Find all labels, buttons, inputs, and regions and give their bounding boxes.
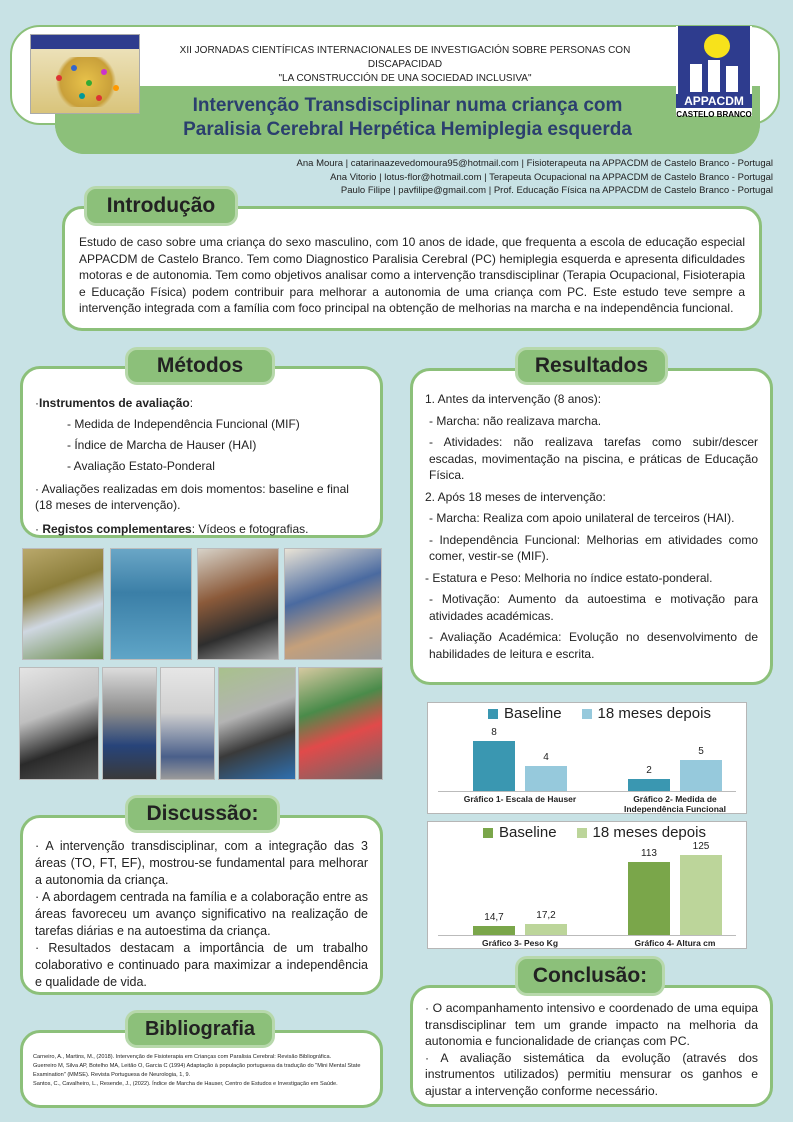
conclusao-heading: Conclusão: (515, 956, 665, 996)
result-line: - Estatura e Peso: Melhoria no índice estato-ponderal. (425, 570, 713, 585)
data-label: 113 (641, 848, 657, 860)
data-label: 125 (692, 840, 710, 852)
chart-bar (473, 741, 515, 791)
photo-stairs-1 (102, 667, 157, 780)
chart-legend (488, 705, 725, 722)
result-line: - Marcha: Realiza com apoio unilateral de terceiros (HAI). (429, 511, 735, 525)
resultados-heading: Resultados (515, 347, 668, 385)
result-line: 2. Após 18 meses de intervenção: (425, 489, 606, 504)
data-label: 8 (491, 727, 497, 739)
instr-item: - Índice de Marcha de Hauser (HAI) (67, 438, 257, 452)
author-line: Paulo Filipe | pavfilipe@gmail.com | Prof. Educação Física na APPACDM de Castelo Branco - Portugal (340, 185, 773, 196)
conference-line-2: "LA CONSTRUCCIÓN DE UNA SOCIEDAD INCLUSIVA" (278, 73, 532, 84)
chart-bar (680, 855, 722, 935)
author-line: Ana Moura | catarinaazevedomoura95@hotmail.com | Fisioterapeuta na APPACDM de Castelo Branco - Portugal (296, 158, 773, 169)
instr-item: - Avaliação Estato-Ponderal (67, 459, 215, 473)
reg-text: : Vídeos e fotografias. (191, 522, 309, 536)
conference-line-1: XII JORNADAS CIENTÍFICAS INTERNACIONALES DE INVESTIGACIÓN SOBRE PERSONAS CON DISCAPACIDAD (179, 45, 631, 70)
chart-legend (483, 824, 720, 841)
author-line: Ana Vitorio | lotus-flor@hotmail.com | Terapeuta Ocupacional na APPACDM de Castelo Branco - Portugal (330, 171, 773, 183)
reference: Guerreiro M, Silva AP, Botelho MA, Leitão O, Garcia C (1994) Adaptação à população portuguesa da tradução do "Mini Mental State Examination" (MMSE). Revista Portuguesa de Neurologia, 1, 9. (33, 1063, 361, 1078)
discussao-para: · A intervenção transdisciplinar, com a integração das 3 áreas (TO, FT, EF), mostrou-se fundamental para melhorar a autonomia da criança. (35, 839, 368, 887)
bibliografia-heading: Bibliografia (125, 1010, 275, 1048)
legend-item (488, 705, 562, 722)
reference: Carneiro, A., Martins, M., (2018). Intervenção de Fisioterapia em Crianças com Paralisia Cerebral: Revisão Bibliográfica. (33, 1054, 332, 1060)
discussao-heading: Discussão: (125, 795, 280, 833)
x-axis (438, 791, 736, 792)
legend-item (483, 824, 557, 841)
photo-pool (110, 548, 192, 660)
conclusao-para: · A avaliação sistemática da evolução (através dos instrumentos utilizados) permitiu mensurar os ganhos e ajustar a intervenção conforme necessário. (425, 1050, 758, 1098)
chart-hauser-mif (427, 702, 747, 814)
metodos-box (20, 366, 383, 538)
logo-name: APPACDM (676, 94, 752, 108)
legend-item (582, 705, 711, 722)
instr-label: Instrumentos de avaliação (39, 396, 190, 410)
legend-swatch (483, 828, 493, 838)
discussao-para: · A abordagem centrada na família e a colaboração entre as áreas favoreceu um avanço significativo na realização de tarefas diárias e na autoestima da criança. (35, 890, 368, 938)
legend-label: 18 meses depois (592, 824, 706, 841)
legend-label: 18 meses depois (597, 705, 711, 722)
instr-item: - Medida de Independência Funcional (MIF) (67, 417, 300, 431)
chart-peso-altura (427, 821, 747, 949)
title-band (55, 86, 760, 154)
data-label: 14,7 (484, 911, 504, 923)
reg-line: · Registos complementares: Vídeos e fotografias. (35, 522, 309, 536)
introducao-text: Estudo de caso sobre uma criança do sexo masculino, com 10 anos de idade, que frequenta a escola de educação especial APPACDM de Castelo Branco. Tem como Diagnostico Paralisia Cerebral (PC) hemiplegia esquerda e apresenta dificuldades motoras e de autonomia. Tem como objetivos analisar como a intervenção transdisciplinar (Terapia Ocupacional, Fisioterapia e Educação Física) podem contribuir para melhorar a autonomia de uma criança com PC. Este estudo teve sempre a intervenção integrada com a família com foco principal na obtenção de melhorias na marcha e na independência funcional. (79, 235, 745, 315)
legend-swatch (582, 709, 592, 719)
introducao-heading: Introdução (84, 186, 238, 226)
result-line: - Atividades: não realizava tarefas como subir/descer escadas, movimentação na piscina, e práticas de Educação Física. (429, 435, 758, 482)
photo-stairs-2 (160, 667, 215, 780)
photo-walking (19, 667, 99, 780)
data-label: 4 (543, 752, 549, 764)
legend-swatch (488, 709, 498, 719)
legend-label: Baseline (504, 705, 562, 722)
legend-item (577, 824, 706, 841)
result-line: 1. Antes da intervenção (8 anos): (425, 392, 602, 406)
resultados-box (410, 368, 773, 685)
category-label: Gráfico 3- Peso Kg (481, 938, 559, 948)
chart-bar (473, 926, 515, 935)
data-label: 2 (646, 764, 652, 776)
metodos-heading: Métodos (125, 347, 275, 385)
conference-poster-thumbnail (30, 34, 140, 114)
result-line: - Independência Funcional: Melhorias em atividades como comer, vestir-se (MIF). (429, 532, 758, 563)
flower-icon (704, 34, 730, 58)
result-line: - Motivação: Aumento da autoestima e motivação para atividades académicas. (429, 592, 758, 623)
result-line: - Marcha: não realizava marcha. (429, 413, 602, 428)
title-line-1: Intervenção Transdisciplinar numa criança com (192, 95, 623, 116)
photo-treadmill-1 (22, 548, 104, 660)
discussao-box (20, 815, 383, 995)
moments-text: · Avaliações realizadas em dois momentos: baseline e final (18 meses de intervenção). (35, 482, 349, 512)
photo-therapy-2 (284, 548, 382, 660)
reg-label: Registos complementares (42, 522, 192, 536)
authors-block (297, 157, 773, 198)
result-line: - Avaliação Académica: Evolução no desenvolvimento de habilidades de leitura e escrita. (429, 630, 758, 661)
chart-bar (525, 924, 567, 935)
conclusao-para: · O acompanhamento intensivo e coordenado de uma equipa transdisciplinar tem um grande impacto na melhoria da autonomia e funcionalidade de crianças com PC. (425, 1001, 758, 1048)
conclusao-box (410, 985, 773, 1107)
x-axis (438, 935, 736, 936)
legend-swatch (577, 828, 587, 838)
chart-bar (680, 760, 722, 791)
chart-bar (628, 779, 670, 791)
category-label: Gráfico 4- Altura cm (634, 938, 716, 948)
data-label: 5 (698, 745, 704, 757)
chart-bar (628, 862, 670, 935)
logo-city: CASTELO BRANCO (676, 110, 752, 119)
title-line-2: Paralisia Cerebral Herpética Hemiplegia esquerda (183, 119, 632, 140)
photo-steps (218, 667, 296, 780)
reference: Santos, C., Cavalheiro, L., Resende, J., (2022). Índice de Marcha de Hauser, Centro de Estudos e Investigação em Saúde. (33, 1081, 338, 1087)
instr-line: ·Instrumentos de avaliação: (35, 396, 194, 410)
conference-title (150, 44, 660, 86)
category-label: Gráfico 2- Medida de Independência Funcional (623, 794, 726, 814)
discussao-para: · Resultados destacam a importância de um trabalho colaborativo e continuado para maximizar a independência e qualidade de vida. (35, 941, 368, 989)
photo-treadmill-2 (298, 667, 383, 780)
chart-bar (525, 766, 567, 791)
data-label: 17,2 (536, 909, 556, 921)
photo-therapy-1 (197, 548, 279, 660)
legend-label: Baseline (499, 824, 557, 841)
category-label: Gráfico 1- Escala de Hauser (463, 794, 577, 804)
appacdm-logo (676, 26, 752, 119)
